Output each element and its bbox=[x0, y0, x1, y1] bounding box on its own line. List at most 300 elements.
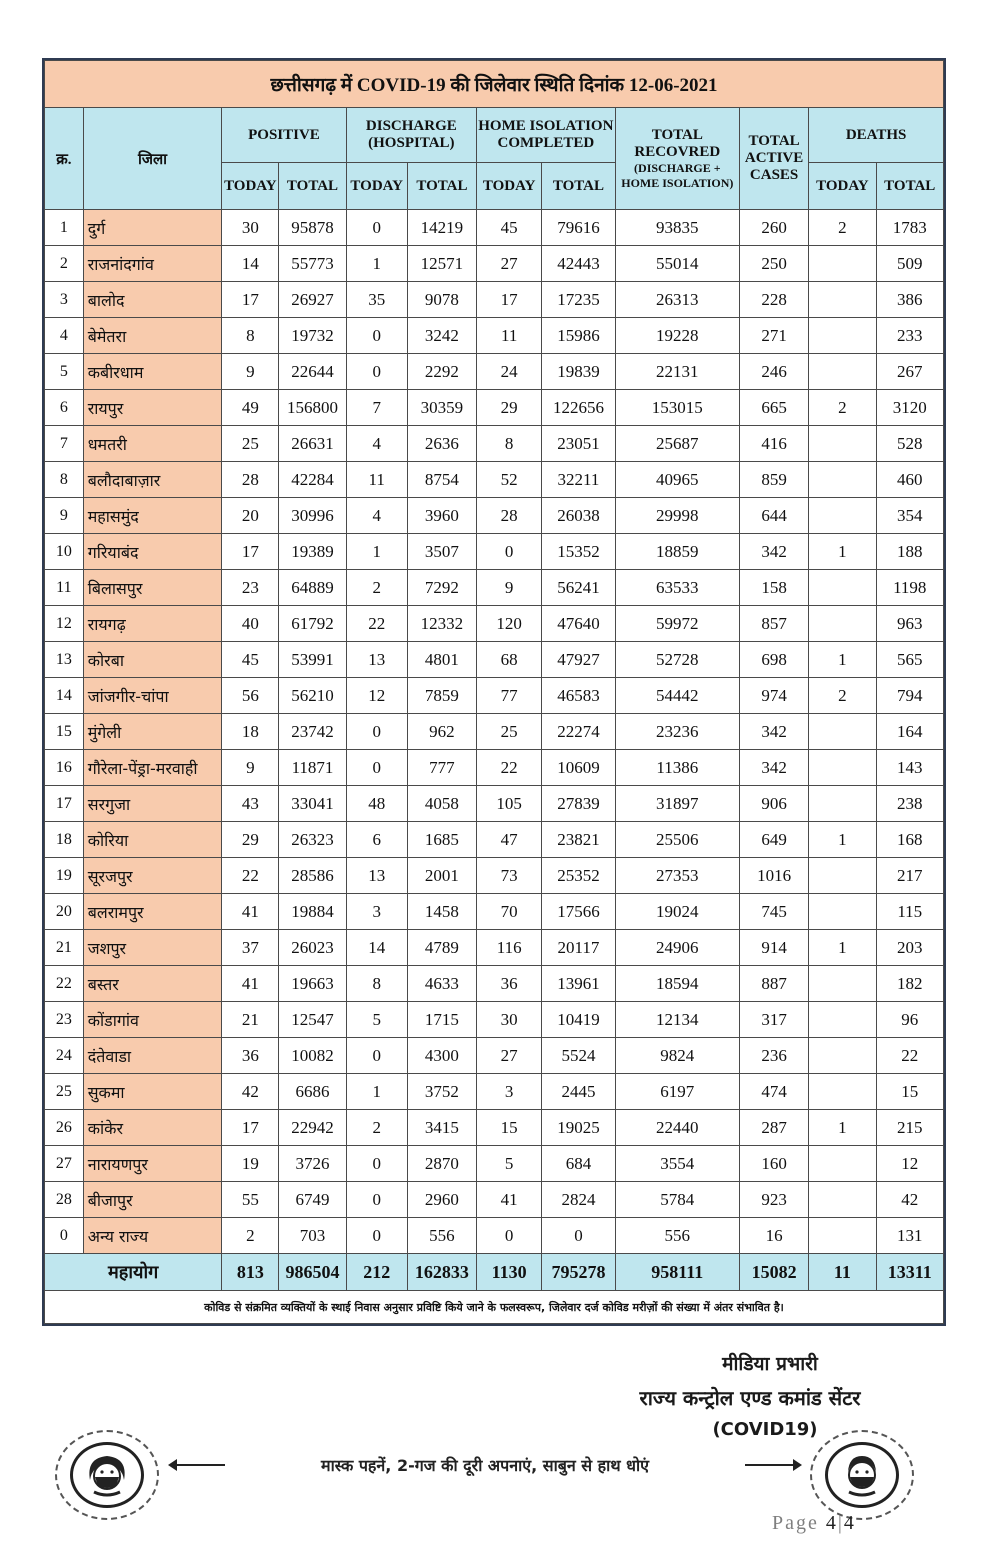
cell-value: 4 bbox=[346, 426, 407, 462]
cell-value: 250 bbox=[739, 246, 808, 282]
cell-value: 23051 bbox=[542, 426, 615, 462]
table-row bbox=[45, 570, 944, 606]
cell-value: 794 bbox=[876, 678, 944, 714]
cell-value: 54442 bbox=[615, 678, 739, 714]
cell-value bbox=[809, 318, 876, 354]
table-row bbox=[45, 462, 944, 498]
cell-value: 0 bbox=[346, 1182, 407, 1218]
cell-value: 17 bbox=[222, 534, 279, 570]
cell-value: 0 bbox=[346, 1038, 407, 1074]
cell-value: 1 bbox=[809, 534, 876, 570]
cell-value bbox=[809, 1218, 876, 1254]
cell-value: 2960 bbox=[407, 1182, 476, 1218]
cell-value: 42443 bbox=[542, 246, 615, 282]
cell-value: 12 bbox=[876, 1146, 944, 1182]
cell-value: 29 bbox=[477, 390, 542, 426]
cell-value: 160 bbox=[739, 1146, 808, 1182]
cell-value: 15 bbox=[477, 1110, 542, 1146]
cell-value: 42 bbox=[876, 1182, 944, 1218]
table-row bbox=[45, 426, 944, 462]
cell-value: 28 bbox=[222, 462, 279, 498]
cell-value: 27839 bbox=[542, 786, 615, 822]
cell-value: 42 bbox=[222, 1074, 279, 1110]
cell-value: 1 bbox=[809, 1110, 876, 1146]
cell-value: 217 bbox=[876, 858, 944, 894]
cell-value: 509 bbox=[876, 246, 944, 282]
cell-value: 2 bbox=[222, 1218, 279, 1254]
total-row bbox=[45, 1254, 944, 1291]
cell-value: 13 bbox=[346, 642, 407, 678]
cell-value: 143 bbox=[876, 750, 944, 786]
cell-sr: 16 bbox=[45, 750, 84, 786]
cell-value: 2 bbox=[809, 210, 876, 246]
table-row bbox=[45, 318, 944, 354]
header-home-isolation: HOME ISOLATION COMPLETED bbox=[477, 108, 616, 163]
cell-value: 3507 bbox=[407, 534, 476, 570]
cell-value: 19 bbox=[222, 1146, 279, 1182]
cell-value: 3554 bbox=[615, 1146, 739, 1182]
cell-value: 6686 bbox=[279, 1074, 346, 1110]
cell-value: 2824 bbox=[542, 1182, 615, 1218]
cell-value: 25 bbox=[222, 426, 279, 462]
cell-value: 18594 bbox=[615, 966, 739, 1002]
cell-district: राजनांदगांव bbox=[83, 246, 222, 282]
cell-value: 12547 bbox=[279, 1002, 346, 1038]
cell-district: बेमेतरा bbox=[83, 318, 222, 354]
cell-district: अन्य राज्य bbox=[83, 1218, 222, 1254]
cell-value: 11871 bbox=[279, 750, 346, 786]
table-row bbox=[45, 1038, 944, 1074]
cell-value: 15986 bbox=[542, 318, 615, 354]
cell-value: 59972 bbox=[615, 606, 739, 642]
cell-value: 93835 bbox=[615, 210, 739, 246]
cell-value: 19025 bbox=[542, 1110, 615, 1146]
cell-value: 29 bbox=[222, 822, 279, 858]
cell-value: 25352 bbox=[542, 858, 615, 894]
cell-district: जांजगीर-चांपा bbox=[83, 678, 222, 714]
cell-value: 19884 bbox=[279, 894, 346, 930]
masked-man-icon bbox=[810, 1430, 914, 1520]
cell-value: 745 bbox=[739, 894, 808, 930]
total-cell: 11 bbox=[809, 1254, 876, 1291]
header-sr: क्र. bbox=[45, 108, 84, 210]
cell-value: 17566 bbox=[542, 894, 615, 930]
cell-value: 528 bbox=[876, 426, 944, 462]
cell-value: 25 bbox=[477, 714, 542, 750]
cell-value: 28 bbox=[477, 498, 542, 534]
cell-sr: 13 bbox=[45, 642, 84, 678]
cell-sr: 24 bbox=[45, 1038, 84, 1074]
cell-value: 26023 bbox=[279, 930, 346, 966]
cell-value: 260 bbox=[739, 210, 808, 246]
cell-value: 52 bbox=[477, 462, 542, 498]
cell-value: 55 bbox=[222, 1182, 279, 1218]
cell-value: 19228 bbox=[615, 318, 739, 354]
header-deaths-today: TODAY bbox=[809, 163, 876, 210]
cell-sr: 17 bbox=[45, 786, 84, 822]
header-discharge: DISCHARGE (HOSPITAL) bbox=[346, 108, 476, 163]
cell-value: 2001 bbox=[407, 858, 476, 894]
header-deaths-total: TOTAL bbox=[876, 163, 944, 210]
cell-value: 698 bbox=[739, 642, 808, 678]
cell-value: 17 bbox=[222, 282, 279, 318]
cell-value: 36 bbox=[222, 1038, 279, 1074]
cell-value: 23821 bbox=[542, 822, 615, 858]
cell-value: 48 bbox=[346, 786, 407, 822]
total-cell: 15082 bbox=[739, 1254, 808, 1291]
cell-value: 21 bbox=[222, 1002, 279, 1038]
cell-value: 26927 bbox=[279, 282, 346, 318]
cell-value: 962 bbox=[407, 714, 476, 750]
cell-value: 42284 bbox=[279, 462, 346, 498]
cell-value: 3726 bbox=[279, 1146, 346, 1182]
cell-value: 1 bbox=[809, 930, 876, 966]
table-row bbox=[45, 1146, 944, 1182]
cell-sr: 25 bbox=[45, 1074, 84, 1110]
cell-value: 23 bbox=[222, 570, 279, 606]
cell-value: 6749 bbox=[279, 1182, 346, 1218]
table-row bbox=[45, 894, 944, 930]
cell-value: 131 bbox=[876, 1218, 944, 1254]
cell-value: 45 bbox=[222, 642, 279, 678]
cell-value: 20 bbox=[222, 498, 279, 534]
cell-value: 1458 bbox=[407, 894, 476, 930]
cell-value: 45 bbox=[477, 210, 542, 246]
cell-value: 14 bbox=[222, 246, 279, 282]
cell-value: 1198 bbox=[876, 570, 944, 606]
cell-value: 17235 bbox=[542, 282, 615, 318]
cell-value: 386 bbox=[876, 282, 944, 318]
cell-value: 22131 bbox=[615, 354, 739, 390]
cell-district: कांकेर bbox=[83, 1110, 222, 1146]
cell-value: 0 bbox=[346, 750, 407, 786]
table-row bbox=[45, 642, 944, 678]
cell-value: 1 bbox=[809, 822, 876, 858]
cell-value: 1 bbox=[346, 534, 407, 570]
header-total-active: TOTAL ACTIVE CASES bbox=[739, 108, 808, 210]
cell-sr: 11 bbox=[45, 570, 84, 606]
cell-value: 887 bbox=[739, 966, 808, 1002]
total-cell: 813 bbox=[222, 1254, 279, 1291]
cell-value: 22 bbox=[346, 606, 407, 642]
cell-sr: 6 bbox=[45, 390, 84, 426]
cell-value: 55773 bbox=[279, 246, 346, 282]
cell-value: 5 bbox=[477, 1146, 542, 1182]
cell-value: 342 bbox=[739, 714, 808, 750]
cell-value: 0 bbox=[346, 714, 407, 750]
cell-value: 0 bbox=[346, 354, 407, 390]
total-cell: 1130 bbox=[477, 1254, 542, 1291]
cell-value: 3 bbox=[477, 1074, 542, 1110]
cell-value bbox=[809, 282, 876, 318]
cell-value: 22942 bbox=[279, 1110, 346, 1146]
cell-district: महासमुंद bbox=[83, 498, 222, 534]
cell-value: 122656 bbox=[542, 390, 615, 426]
cell-value: 665 bbox=[739, 390, 808, 426]
cell-value: 164 bbox=[876, 714, 944, 750]
table-row bbox=[45, 750, 944, 786]
cell-value: 25687 bbox=[615, 426, 739, 462]
cell-value: 4633 bbox=[407, 966, 476, 1002]
cell-value: 1685 bbox=[407, 822, 476, 858]
cell-value: 182 bbox=[876, 966, 944, 1002]
cell-value: 4801 bbox=[407, 642, 476, 678]
cell-value: 228 bbox=[739, 282, 808, 318]
cell-value: 0 bbox=[346, 210, 407, 246]
cell-value: 1783 bbox=[876, 210, 944, 246]
cell-value: 24 bbox=[477, 354, 542, 390]
table-row bbox=[45, 606, 944, 642]
cell-district: बलरामपुर bbox=[83, 894, 222, 930]
cell-value: 63533 bbox=[615, 570, 739, 606]
cell-value bbox=[809, 750, 876, 786]
slogan-bar bbox=[55, 1430, 915, 1520]
cell-value: 12 bbox=[346, 678, 407, 714]
cell-value: 556 bbox=[407, 1218, 476, 1254]
signature-block bbox=[560, 1350, 940, 1440]
cell-sr: 7 bbox=[45, 426, 84, 462]
cell-sr: 5 bbox=[45, 354, 84, 390]
header-positive-today: TODAY bbox=[222, 163, 279, 210]
cell-sr: 23 bbox=[45, 1002, 84, 1038]
cell-value: 68 bbox=[477, 642, 542, 678]
arrow-left-icon bbox=[170, 1464, 225, 1466]
cell-value: 47640 bbox=[542, 606, 615, 642]
cell-sr: 12 bbox=[45, 606, 84, 642]
cell-district: कोरबा bbox=[83, 642, 222, 678]
cell-value: 46583 bbox=[542, 678, 615, 714]
cell-value: 1 bbox=[346, 1074, 407, 1110]
cell-value: 13961 bbox=[542, 966, 615, 1002]
cell-value: 644 bbox=[739, 498, 808, 534]
cell-value bbox=[809, 858, 876, 894]
cell-value: 32211 bbox=[542, 462, 615, 498]
cell-value bbox=[809, 1182, 876, 1218]
cell-sr: 1 bbox=[45, 210, 84, 246]
cell-value: 5784 bbox=[615, 1182, 739, 1218]
cell-value: 41 bbox=[477, 1182, 542, 1218]
cell-value: 4058 bbox=[407, 786, 476, 822]
cell-sr: 27 bbox=[45, 1146, 84, 1182]
cell-value: 77 bbox=[477, 678, 542, 714]
cell-value: 0 bbox=[346, 318, 407, 354]
cell-district: बस्तर bbox=[83, 966, 222, 1002]
cell-sr: 20 bbox=[45, 894, 84, 930]
cell-value: 25506 bbox=[615, 822, 739, 858]
cell-value: 342 bbox=[739, 534, 808, 570]
cell-value: 2 bbox=[809, 390, 876, 426]
cell-value: 35 bbox=[346, 282, 407, 318]
cell-value: 23236 bbox=[615, 714, 739, 750]
cell-value: 28586 bbox=[279, 858, 346, 894]
table-row bbox=[45, 354, 944, 390]
cell-value: 4789 bbox=[407, 930, 476, 966]
cell-value: 22274 bbox=[542, 714, 615, 750]
cell-district: बालोद bbox=[83, 282, 222, 318]
slogan bbox=[170, 1454, 800, 1476]
cell-value: 1715 bbox=[407, 1002, 476, 1038]
cell-sr: 4 bbox=[45, 318, 84, 354]
cell-sr: 18 bbox=[45, 822, 84, 858]
cell-value: 105 bbox=[477, 786, 542, 822]
cell-value: 19839 bbox=[542, 354, 615, 390]
cell-value: 26038 bbox=[542, 498, 615, 534]
cell-district: सुकमा bbox=[83, 1074, 222, 1110]
cell-value bbox=[809, 354, 876, 390]
cell-value: 684 bbox=[542, 1146, 615, 1182]
cell-value: 0 bbox=[477, 1218, 542, 1254]
cell-value: 906 bbox=[739, 786, 808, 822]
cell-value: 9 bbox=[477, 570, 542, 606]
cell-value: 16 bbox=[739, 1218, 808, 1254]
table-row bbox=[45, 678, 944, 714]
cell-value: 17 bbox=[477, 282, 542, 318]
cell-value: 14 bbox=[346, 930, 407, 966]
cell-value: 3415 bbox=[407, 1110, 476, 1146]
cell-value: 0 bbox=[477, 534, 542, 570]
cell-value: 61792 bbox=[279, 606, 346, 642]
cell-value: 41 bbox=[222, 966, 279, 1002]
table-row bbox=[45, 1110, 944, 1146]
page-label: Page bbox=[772, 1512, 819, 1534]
cell-value: 8 bbox=[477, 426, 542, 462]
table-row bbox=[45, 1074, 944, 1110]
cell-sr: 26 bbox=[45, 1110, 84, 1146]
table-row bbox=[45, 534, 944, 570]
cell-district: रायपुर bbox=[83, 390, 222, 426]
cell-value: 30 bbox=[222, 210, 279, 246]
cell-value: 26313 bbox=[615, 282, 739, 318]
total-label: महायोग bbox=[45, 1254, 222, 1291]
cell-value: 11 bbox=[477, 318, 542, 354]
cell-value: 203 bbox=[876, 930, 944, 966]
cell-district: गरियाबंद bbox=[83, 534, 222, 570]
cell-value bbox=[809, 606, 876, 642]
cell-value: 2 bbox=[346, 570, 407, 606]
cell-value: 30 bbox=[477, 1002, 542, 1038]
table-body bbox=[45, 210, 944, 1254]
cell-value bbox=[809, 426, 876, 462]
cell-value: 79616 bbox=[542, 210, 615, 246]
cell-value: 649 bbox=[739, 822, 808, 858]
header-discharge-today: TODAY bbox=[346, 163, 407, 210]
header-positive: POSITIVE bbox=[222, 108, 346, 163]
cell-value: 188 bbox=[876, 534, 944, 570]
cell-value: 70 bbox=[477, 894, 542, 930]
cell-value: 1016 bbox=[739, 858, 808, 894]
cell-value: 3752 bbox=[407, 1074, 476, 1110]
cell-sr: 21 bbox=[45, 930, 84, 966]
cell-value: 56 bbox=[222, 678, 279, 714]
cell-value: 1 bbox=[346, 246, 407, 282]
cell-value: 923 bbox=[739, 1182, 808, 1218]
cell-sr: 2 bbox=[45, 246, 84, 282]
cell-value: 56210 bbox=[279, 678, 346, 714]
cell-district: कोंडागांव bbox=[83, 1002, 222, 1038]
cell-value: 0 bbox=[542, 1218, 615, 1254]
cell-value: 30359 bbox=[407, 390, 476, 426]
cell-district: सूरजपुर bbox=[83, 858, 222, 894]
slogan-text: मास्क पहनें, 2-गज की दूरी अपनाएं, साबुन से हाथ धोएं bbox=[321, 1456, 649, 1475]
cell-value bbox=[809, 1074, 876, 1110]
header-home-isolation-today: TODAY bbox=[477, 163, 542, 210]
cell-value: 963 bbox=[876, 606, 944, 642]
cell-value: 5524 bbox=[542, 1038, 615, 1074]
table-row bbox=[45, 1002, 944, 1038]
cell-value: 8 bbox=[346, 966, 407, 1002]
cell-value: 859 bbox=[739, 462, 808, 498]
cell-value: 95878 bbox=[279, 210, 346, 246]
cell-value: 26323 bbox=[279, 822, 346, 858]
total-cell: 958111 bbox=[615, 1254, 739, 1291]
cell-value: 36 bbox=[477, 966, 542, 1002]
cell-value: 115 bbox=[876, 894, 944, 930]
cell-value: 233 bbox=[876, 318, 944, 354]
cell-value: 19732 bbox=[279, 318, 346, 354]
cell-value: 20117 bbox=[542, 930, 615, 966]
cell-value bbox=[809, 1146, 876, 1182]
table-row bbox=[45, 786, 944, 822]
cell-value: 96 bbox=[876, 1002, 944, 1038]
cell-value: 2 bbox=[346, 1110, 407, 1146]
header-discharge-total: TOTAL bbox=[407, 163, 476, 210]
table-row bbox=[45, 246, 944, 282]
header-positive-total: TOTAL bbox=[279, 163, 346, 210]
cell-value: 10419 bbox=[542, 1002, 615, 1038]
cell-value: 55014 bbox=[615, 246, 739, 282]
cell-district: बीजापुर bbox=[83, 1182, 222, 1218]
cell-value: 47 bbox=[477, 822, 542, 858]
cell-value: 4300 bbox=[407, 1038, 476, 1074]
table-title: छत्तीसगढ़ में COVID-19 की जिलेवार स्थिति दिनांक 12-06-2021 bbox=[45, 61, 944, 108]
cell-district: दंतेवाडा bbox=[83, 1038, 222, 1074]
cell-value: 6197 bbox=[615, 1074, 739, 1110]
cell-district: दुर्ग bbox=[83, 210, 222, 246]
cell-value: 12332 bbox=[407, 606, 476, 642]
cell-value: 2292 bbox=[407, 354, 476, 390]
cell-value: 116 bbox=[477, 930, 542, 966]
cell-value: 5 bbox=[346, 1002, 407, 1038]
cell-sr: 28 bbox=[45, 1182, 84, 1218]
cell-value: 158 bbox=[739, 570, 808, 606]
cell-value bbox=[809, 1038, 876, 1074]
cell-value: 29998 bbox=[615, 498, 739, 534]
cell-value: 9 bbox=[222, 354, 279, 390]
cell-value: 342 bbox=[739, 750, 808, 786]
signature-line-2: राज्य कन्ट्रोल एण्ड कमांड सेंटर bbox=[639, 1386, 861, 1410]
cell-value: 27353 bbox=[615, 858, 739, 894]
cell-value: 52728 bbox=[615, 642, 739, 678]
cell-value: 4 bbox=[346, 498, 407, 534]
cell-sr: 3 bbox=[45, 282, 84, 318]
cell-value: 8754 bbox=[407, 462, 476, 498]
cell-value: 19389 bbox=[279, 534, 346, 570]
table-row bbox=[45, 930, 944, 966]
cell-district: कोरिया bbox=[83, 822, 222, 858]
cell-value: 22 bbox=[222, 858, 279, 894]
cell-value: 153015 bbox=[615, 390, 739, 426]
cell-value: 2445 bbox=[542, 1074, 615, 1110]
cell-value: 9824 bbox=[615, 1038, 739, 1074]
cell-district: रायगढ़ bbox=[83, 606, 222, 642]
cell-value: 271 bbox=[739, 318, 808, 354]
cell-value: 474 bbox=[739, 1074, 808, 1110]
cell-value: 3960 bbox=[407, 498, 476, 534]
cell-value: 26631 bbox=[279, 426, 346, 462]
cell-sr: 8 bbox=[45, 462, 84, 498]
cell-sr: 15 bbox=[45, 714, 84, 750]
page-number: Page 4|4 bbox=[772, 1512, 856, 1534]
